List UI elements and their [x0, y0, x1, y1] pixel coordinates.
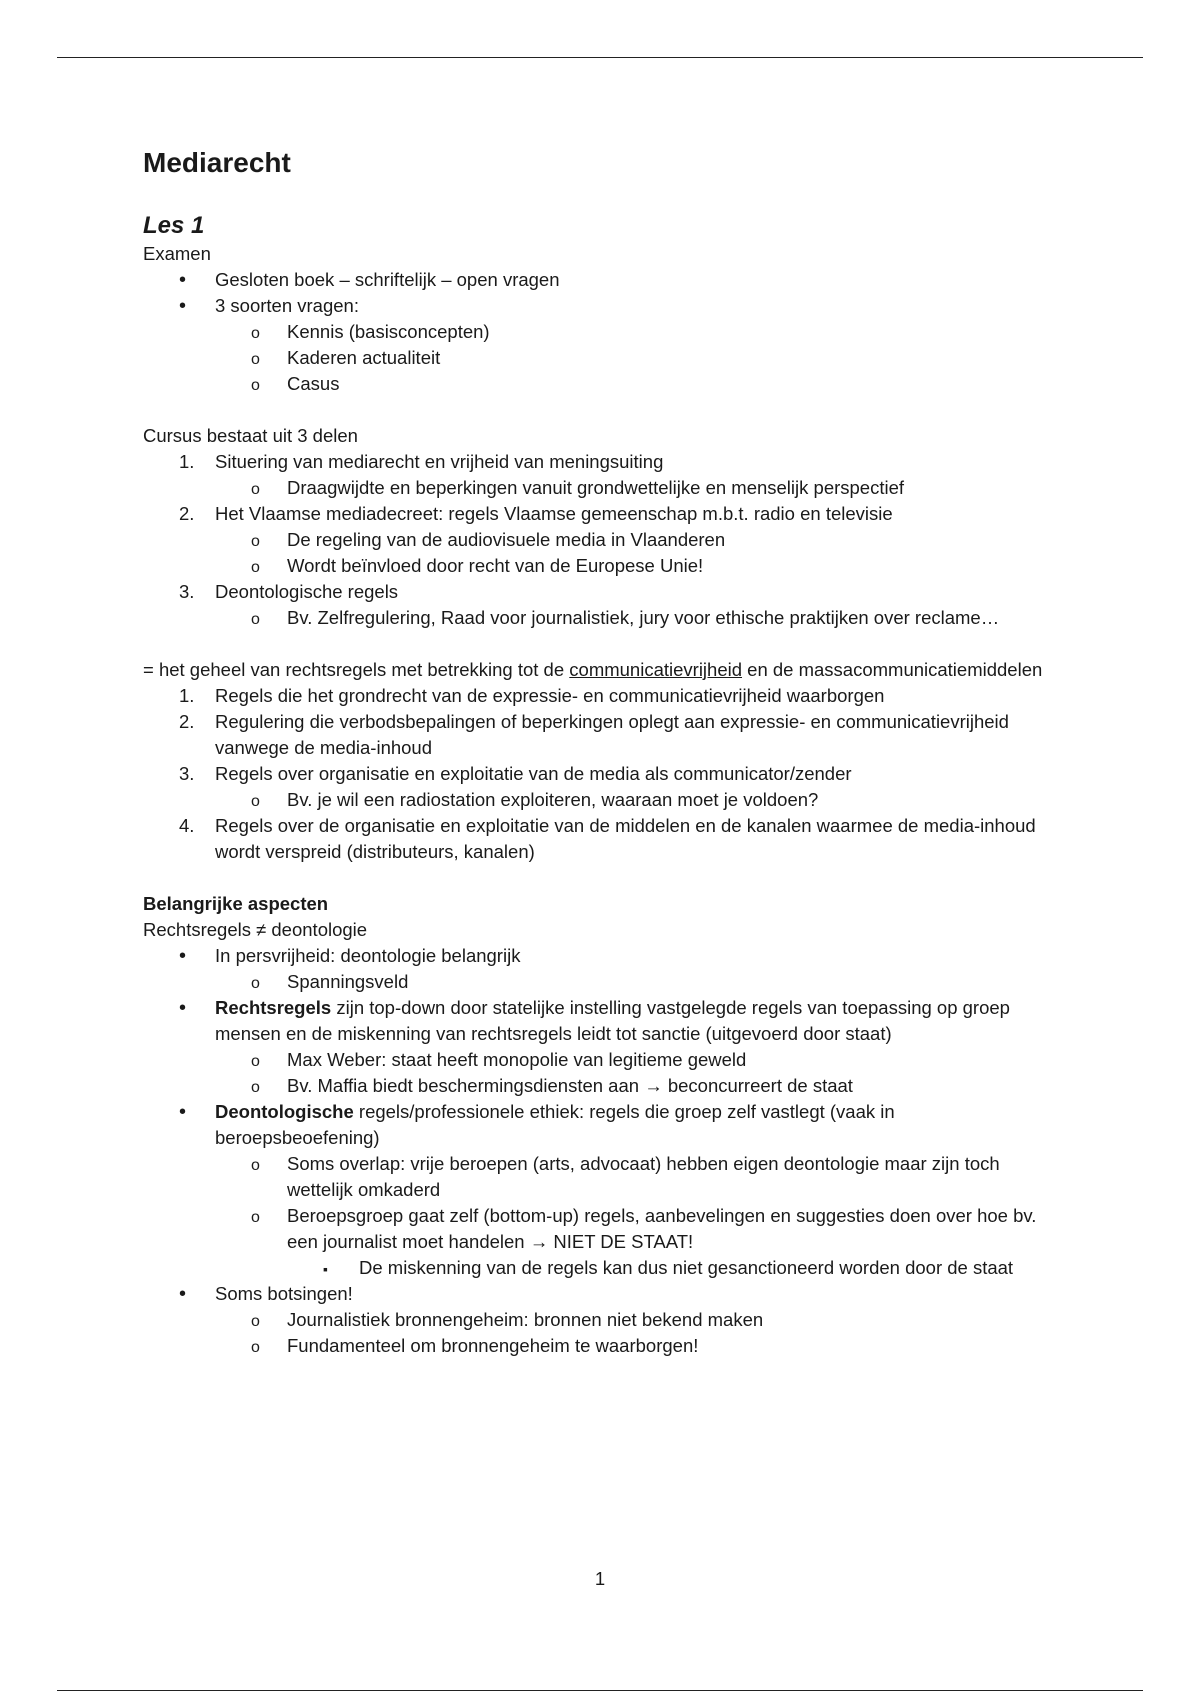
list-number: 1. [179, 685, 195, 706]
list-number: 3. [179, 763, 195, 784]
bullet-icon [179, 995, 186, 1021]
cursus-heading: Cursus bestaat uit 3 delen [143, 425, 358, 446]
bullet-icon [179, 293, 186, 319]
circle-bullet-icon [251, 1203, 260, 1231]
document-title: Mediarecht [143, 147, 291, 178]
definition-paragraph: = het geheel van rechtsregels met betrekking tot de communicatievrijheid en de massacommunicatiemiddelen [143, 659, 1043, 680]
list-item: 1. Regels die het grondrecht van de expressie- en communicatievrijheid waarborgen [143, 683, 1063, 709]
list-item: o Bv. Zelfregulering, Raad voor journalistiek, jury voor ethische praktijken over reclame… [143, 605, 1063, 631]
list-item: 2. Regulering die verbodsbepalingen of beperkingen oplegt aan expressie- en communicatievrijheid vanwege de media-inhoud [179, 711, 1009, 758]
list-item: • Gesloten boek – schriftelijk – open vragen [143, 267, 1063, 293]
list-item: o Casus [143, 371, 1063, 397]
list-item: o Fundamenteel om bronnengeheim te waarborgen! [143, 1333, 1063, 1359]
cursus-list [143, 449, 1063, 631]
list-item: • 3 soorten vragen: [143, 293, 1063, 319]
list-item: o Max Weber: staat heeft monopolie van legitieme geweld [143, 1047, 1063, 1073]
list-item: ▪ De miskenning van de regels kan dus niet gesanctioneerd worden door de staat [143, 1255, 1063, 1281]
circle-bullet-icon [251, 787, 260, 815]
circle-bullet-icon [251, 371, 260, 399]
list-item: • Soms botsingen! [143, 1281, 1063, 1307]
list-item: o Spanningsveld [143, 969, 1063, 995]
list-number: 2. [179, 503, 195, 524]
list-item: o Wordt beïnvloed door recht van de Europese Unie! [143, 553, 1063, 579]
circle-bullet-icon [251, 553, 260, 581]
circle-bullet-icon [251, 1073, 260, 1101]
list-item: 4. Regels over de organisatie en exploitatie van de middelen en de kanalen waarmee de media-inhoud wordt verspreid (distributeurs, kanalen) [179, 815, 1036, 862]
page-number: 1 [594, 1568, 606, 1589]
header-rule [57, 57, 1143, 58]
bullet-icon [179, 943, 186, 969]
bullet-icon [179, 267, 186, 293]
list-item: o Soms overlap: vrije beroepen (arts, advocaat) hebben eigen deontologie maar zijn toch wettelijk omkaderd [143, 1151, 1063, 1203]
bullet-icon [179, 1099, 186, 1125]
lesson-heading: Les 1 [143, 212, 205, 239]
list-item: 1. Situering van mediarecht en vrijheid van meningsuiting [143, 449, 1063, 475]
list-item: o Journalistiek bronnengeheim: bronnen niet bekend maken [143, 1307, 1063, 1333]
list-item: o Kennis (basisconcepten) [143, 319, 1063, 345]
underlined-term: communicatievrijheid [569, 659, 743, 680]
list-item: o Bv. je wil een radiostation exploiteren, waaraan moet je voldoen? [143, 787, 1063, 813]
aspecten-list [143, 943, 1063, 1359]
list-number: 3. [179, 581, 195, 602]
aspecten-heading: Belangrijke aspecten [143, 893, 329, 914]
list-item: o Kaderen actualiteit [143, 345, 1063, 371]
circle-bullet-icon [251, 605, 260, 633]
circle-bullet-icon [251, 345, 260, 373]
examen-list [143, 267, 1063, 397]
document-body [143, 143, 1063, 1359]
list-number: 1. [179, 451, 195, 472]
circle-bullet-icon [251, 1307, 260, 1335]
list-item: • Deontologische regels/professionele ethiek: regels die groep zelf vastlegt (vaak in beroepsbeoefening) [143, 1099, 1063, 1151]
square-bullet-icon [323, 1255, 328, 1282]
aspecten-subheading: Rechtsregels ≠ deontologie [143, 919, 368, 940]
circle-bullet-icon [251, 1151, 260, 1179]
list-item: 3. Regels over organisatie en exploitatie van de media als communicator/zender [143, 761, 1063, 787]
list-item: o Draagwijdte en beperkingen vanuit grondwettelijke en menselijk perspectief [143, 475, 1063, 501]
examen-heading: Examen [143, 243, 211, 264]
definition-list [143, 683, 1063, 865]
circle-bullet-icon [251, 969, 260, 997]
list-item: o De regeling van de audiovisuele media in Vlaanderen [143, 527, 1063, 553]
circle-bullet-icon [251, 1047, 260, 1075]
circle-bullet-icon [251, 319, 260, 347]
list-item: • In persvrijheid: deontologie belangrijk [143, 943, 1063, 969]
bullet-icon [179, 1281, 186, 1307]
list-item: o Beroepsgroep gaat zelf (bottom-up) regels, aanbevelingen en suggesties doen over hoe bv. een journalist moet handelen → NIET DE STAAT! [143, 1203, 1063, 1255]
list-item: 3. Deontologische regels [143, 579, 1063, 605]
circle-bullet-icon [251, 1333, 260, 1361]
list-number: 4. [179, 815, 195, 836]
circle-bullet-icon [251, 475, 260, 503]
circle-bullet-icon [251, 527, 260, 555]
list-item: • Rechtsregels zijn top-down door statelijke instelling vastgelegde regels van toepassing op groep mensen en de miskenning van rechtsregels leidt tot sanctie (uitgevoerd door staat) [143, 995, 1063, 1047]
list-item: 2. Het Vlaamse mediadecreet: regels Vlaamse gemeenschap m.b.t. radio en televisie [143, 501, 1063, 527]
list-number: 2. [179, 711, 195, 732]
footer-rule [57, 1690, 1143, 1691]
list-item: o Bv. Maffia biedt beschermingsdiensten aan → beconcurreert de staat [143, 1073, 1063, 1099]
